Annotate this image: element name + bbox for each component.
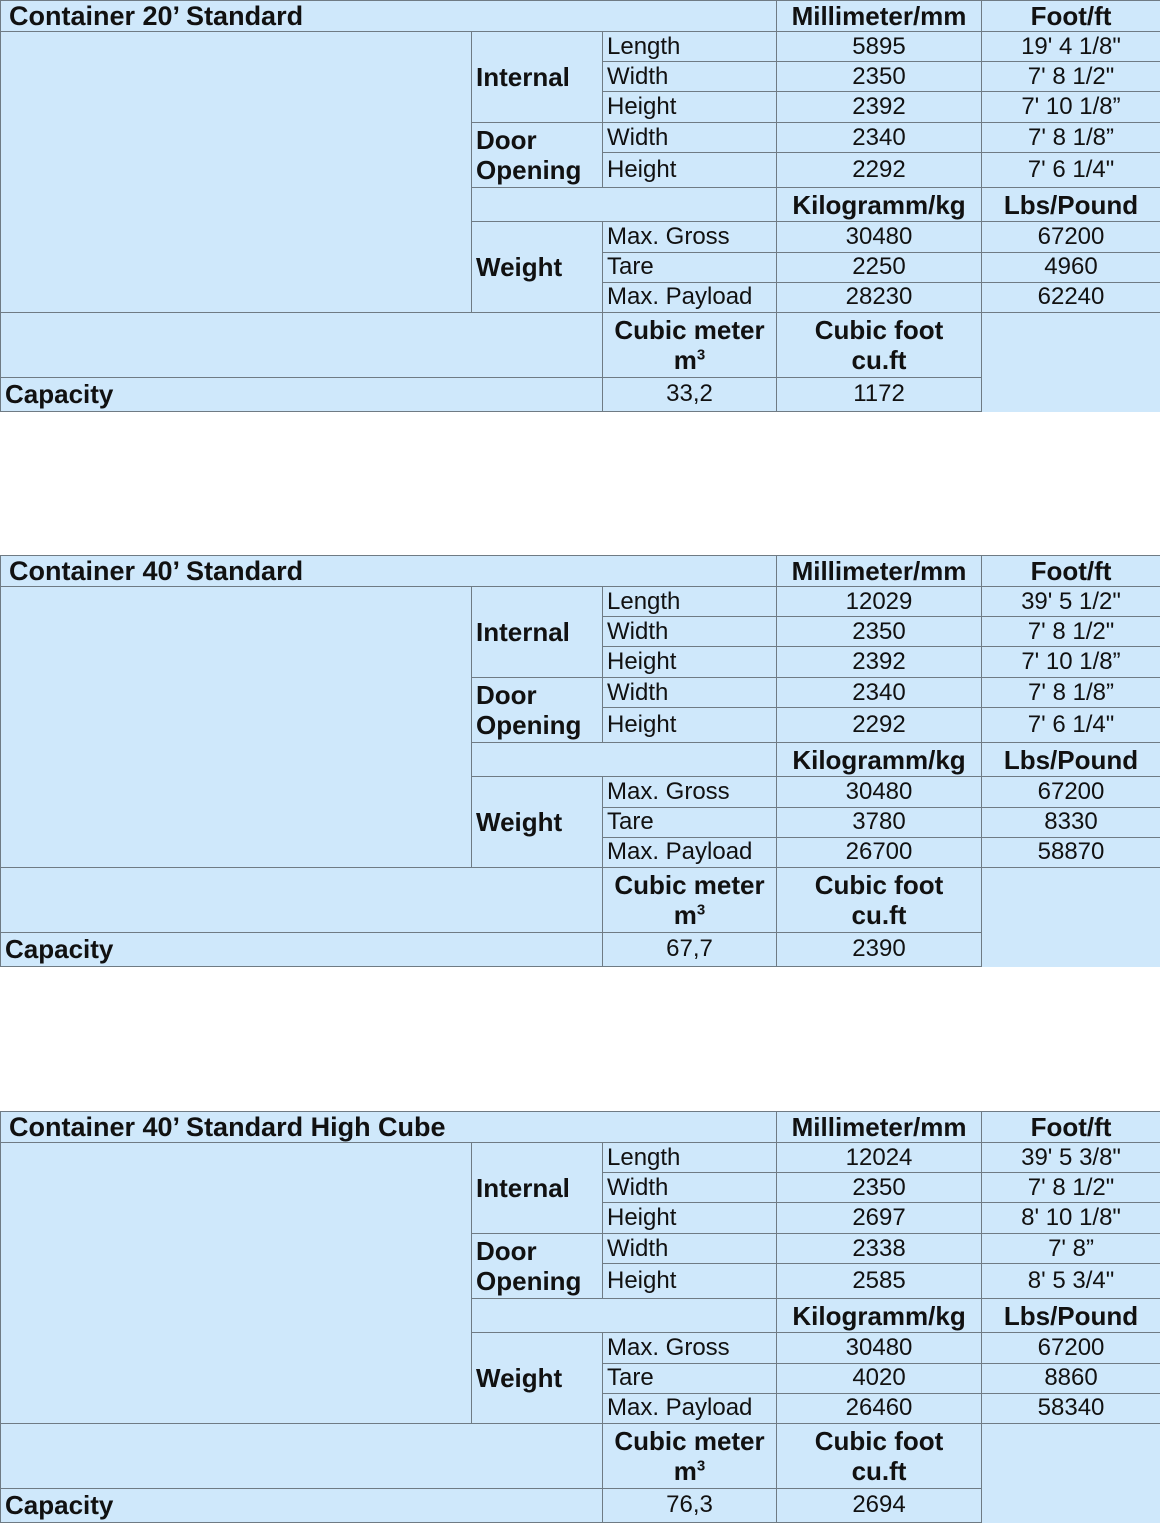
internal-height-mm: 2392 (777, 647, 982, 678)
door-label: Door (476, 125, 537, 156)
cubic-foot-unit: cu.ft (851, 1455, 907, 1486)
cubic-meter-exponent: 3 (696, 901, 706, 919)
max-payload-lbs: 58340 (982, 1393, 1160, 1423)
door-height-mm: 2585 (777, 1264, 982, 1299)
door-height-label: Height (603, 1264, 777, 1299)
kg-header: Kilogramm/kg (777, 743, 982, 777)
ft-header: Foot/ft (982, 1112, 1160, 1143)
internal-width-mm: 2350 (777, 62, 982, 92)
max-gross-kg: 30480 (777, 777, 982, 807)
weight-header-spacer (472, 743, 777, 777)
capacity-cuft: 1172 (777, 377, 982, 411)
weight-label: Weight (472, 777, 603, 867)
mm-header: Millimeter/mm (777, 556, 982, 587)
capacity-m3: 67,7 (603, 932, 777, 966)
internal-width-ft: 7' 8 1/2" (982, 1173, 1160, 1203)
weight-label: Weight (472, 1333, 603, 1423)
internal-length-mm: 12029 (777, 587, 982, 617)
tare-kg: 3780 (777, 807, 982, 837)
cubic-meter-label: Cubic meter (614, 869, 765, 900)
cubic-meter-exponent: 3 (696, 1457, 706, 1475)
container-title: Container 40’ Standard High Cube (1, 1112, 777, 1143)
length-label: Length (603, 32, 777, 62)
lbs-header: Lbs/Pound (982, 743, 1160, 777)
internal-width-mm: 2350 (777, 617, 982, 647)
tare-lbs: 4960 (982, 252, 1160, 282)
cubic-meter-unit: m (673, 1455, 697, 1486)
door-label: Door (476, 680, 537, 711)
max-gross-lbs: 67200 (982, 777, 1160, 807)
tare-kg: 4020 (777, 1363, 982, 1393)
opening-label: Opening (476, 155, 582, 186)
internal-width-ft: 7' 8 1/2" (982, 617, 1160, 647)
height-label: Height (603, 1203, 777, 1234)
weight-label: Weight (472, 222, 603, 312)
door-width-ft: 7' 8 1/8” (982, 678, 1160, 708)
height-label: Height (603, 647, 777, 678)
door-height-mm: 2292 (777, 708, 982, 743)
door-width-ft: 7' 8” (982, 1234, 1160, 1264)
cubic-foot-unit: cu.ft (851, 899, 907, 930)
cubic-meter-header (603, 312, 777, 377)
cubic-foot-label: Cubic foot (814, 1425, 944, 1456)
cubic-meter-label: Cubic meter (614, 1425, 765, 1456)
length-label: Length (603, 1143, 777, 1173)
weight-header-spacer (472, 1299, 777, 1333)
lbs-header: Lbs/Pound (982, 188, 1160, 222)
door-height-mm: 2292 (777, 153, 982, 188)
door-width-mm: 2340 (777, 678, 982, 708)
internal-length-mm: 12024 (777, 1143, 982, 1173)
capacity-m3: 33,2 (603, 377, 777, 411)
door-width-label: Width (603, 678, 777, 708)
max-payload-label: Max. Payload (603, 282, 777, 312)
max-payload-lbs: 58870 (982, 837, 1160, 867)
cubic-foot-label: Cubic foot (814, 869, 944, 900)
container-title: Container 40’ Standard (1, 556, 777, 587)
door-opening-label (472, 1234, 603, 1299)
max-payload-kg: 28230 (777, 282, 982, 312)
cubic-meter-label: Cubic meter (614, 314, 765, 345)
door-opening-label (472, 678, 603, 743)
internal-length-ft: 39' 5 1/2" (982, 587, 1160, 617)
cubic-foot-header (777, 312, 982, 377)
cubic-foot-unit: cu.ft (851, 344, 907, 375)
internal-height-ft: 8' 10 1/8" (982, 1203, 1160, 1234)
door-width-label: Width (603, 123, 777, 153)
max-gross-lbs: 67200 (982, 222, 1160, 252)
capacity-header-spacer (1, 312, 603, 377)
kg-header: Kilogramm/kg (777, 188, 982, 222)
cubic-meter-exponent: 3 (696, 346, 706, 364)
internal-label: Internal (472, 1143, 603, 1234)
internal-label: Internal (472, 587, 603, 678)
ft-header: Foot/ft (982, 1, 1160, 32)
door-height-ft: 7' 6 1/4" (982, 708, 1160, 743)
mm-header: Millimeter/mm (777, 1112, 982, 1143)
internal-height-mm: 2392 (777, 92, 982, 123)
door-height-label: Height (603, 153, 777, 188)
capacity-m3: 76,3 (603, 1488, 777, 1522)
capacity-header-spacer (1, 1423, 603, 1488)
max-payload-label: Max. Payload (603, 1393, 777, 1423)
max-gross-label: Max. Gross (603, 1333, 777, 1363)
container-title: Container 20’ Standard (1, 1, 777, 32)
internal-width-mm: 2350 (777, 1173, 982, 1203)
cubic-meter-header (603, 1423, 777, 1488)
internal-width-ft: 7' 8 1/2" (982, 62, 1160, 92)
max-gross-kg: 30480 (777, 1333, 982, 1363)
door-label: Door (476, 1236, 537, 1267)
height-label: Height (603, 92, 777, 123)
tare-lbs: 8860 (982, 1363, 1160, 1393)
internal-length-mm: 5895 (777, 32, 982, 62)
weight-header-spacer (472, 188, 777, 222)
kg-header: Kilogramm/kg (777, 1299, 982, 1333)
internal-height-ft: 7' 10 1/8” (982, 92, 1160, 123)
width-label: Width (603, 62, 777, 92)
tare-lbs: 8330 (982, 807, 1160, 837)
tare-label: Tare (603, 252, 777, 282)
capacity-label: Capacity (1, 1488, 603, 1522)
internal-length-ft: 19' 4 1/8" (982, 32, 1160, 62)
length-label: Length (603, 587, 777, 617)
max-payload-label: Max. Payload (603, 837, 777, 867)
mm-header: Millimeter/mm (777, 1, 982, 32)
capacity-cuft: 2390 (777, 932, 982, 966)
cubic-foot-header (777, 867, 982, 932)
max-payload-lbs: 62240 (982, 282, 1160, 312)
container-spec-table (0, 1111, 1160, 1523)
illustration-cell (1, 1143, 472, 1424)
door-width-ft: 7' 8 1/8” (982, 123, 1160, 153)
door-width-label: Width (603, 1234, 777, 1264)
tare-kg: 2250 (777, 252, 982, 282)
capacity-label: Capacity (1, 932, 603, 966)
tare-label: Tare (603, 807, 777, 837)
width-label: Width (603, 1173, 777, 1203)
capacity-header-spacer (1, 867, 603, 932)
internal-height-ft: 7' 10 1/8” (982, 647, 1160, 678)
opening-label: Opening (476, 710, 582, 741)
cubic-foot-header (777, 1423, 982, 1488)
container-spec-table (0, 0, 1160, 412)
max-payload-kg: 26460 (777, 1393, 982, 1423)
capacity-label: Capacity (1, 377, 603, 411)
internal-length-ft: 39' 5 3/8" (982, 1143, 1160, 1173)
illustration-cell (1, 587, 472, 868)
max-payload-kg: 26700 (777, 837, 982, 867)
cubic-meter-header (603, 867, 777, 932)
cubic-foot-label: Cubic foot (814, 314, 944, 345)
opening-label: Opening (476, 1266, 582, 1297)
door-height-label: Height (603, 708, 777, 743)
lbs-header: Lbs/Pound (982, 1299, 1160, 1333)
door-opening-label (472, 123, 603, 188)
max-gross-lbs: 67200 (982, 1333, 1160, 1363)
door-width-mm: 2338 (777, 1234, 982, 1264)
capacity-cuft: 2694 (777, 1488, 982, 1522)
door-height-ft: 8' 5 3/4" (982, 1264, 1160, 1299)
max-gross-label: Max. Gross (603, 222, 777, 252)
cubic-meter-unit: m (673, 899, 697, 930)
cubic-meter-unit: m (673, 344, 697, 375)
internal-height-mm: 2697 (777, 1203, 982, 1234)
max-gross-label: Max. Gross (603, 777, 777, 807)
door-width-mm: 2340 (777, 123, 982, 153)
ft-header: Foot/ft (982, 556, 1160, 587)
tare-label: Tare (603, 1363, 777, 1393)
internal-label: Internal (472, 32, 603, 123)
max-gross-kg: 30480 (777, 222, 982, 252)
width-label: Width (603, 617, 777, 647)
container-spec-table (0, 555, 1160, 967)
door-height-ft: 7' 6 1/4" (982, 153, 1160, 188)
illustration-cell (1, 32, 472, 313)
